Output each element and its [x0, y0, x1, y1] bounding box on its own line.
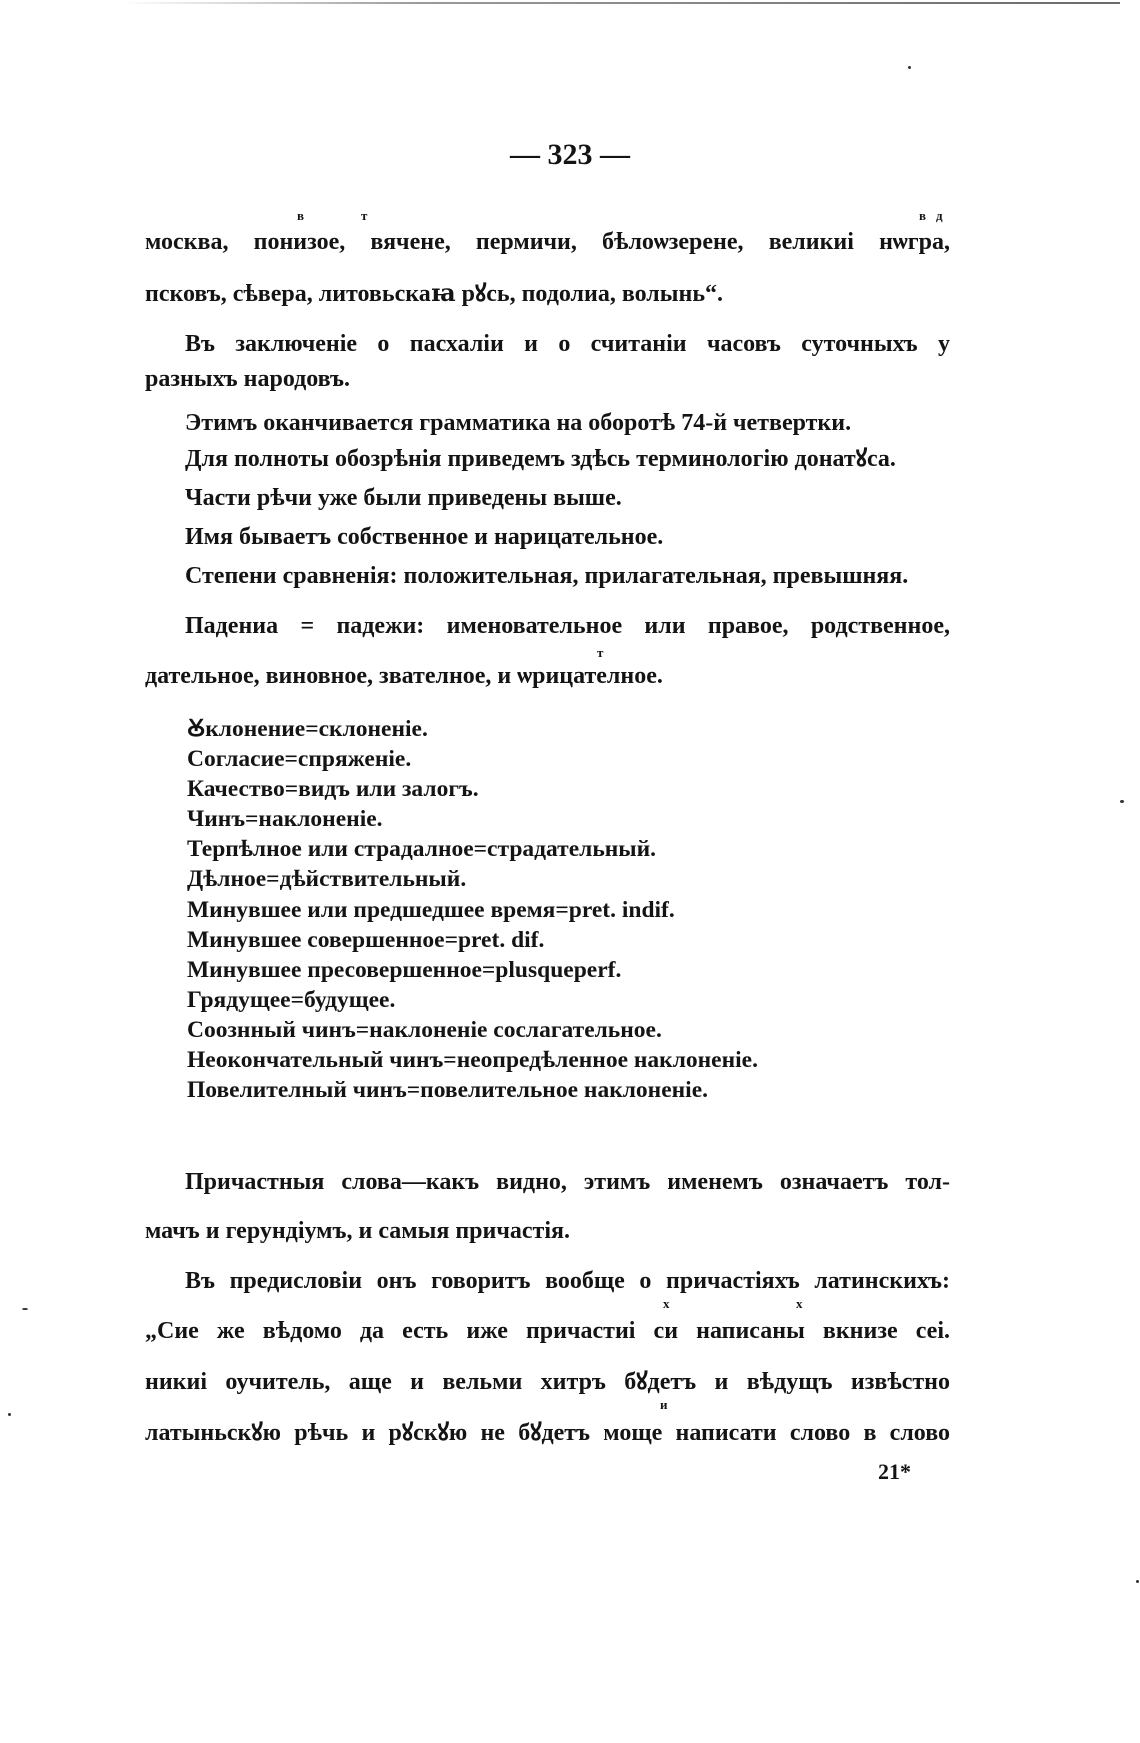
paragraph-line: никиі оучитель, аще и вельми хитръ бꙋдетъ и вѣдущъ извѣстно — [145, 1369, 950, 1395]
superscript-mark: х — [663, 1296, 670, 1311]
list-item: Ꙋклонение=склоненiе. — [187, 716, 428, 742]
list-item: Грядущее=будущее. — [187, 986, 396, 1013]
paragraph-line: Этимъ оканчивается грамматика на оборотѣ 74-й четвертки. — [185, 410, 852, 436]
paragraph-line: дательное, виновное, звателное, и ѡрицателное. — [145, 663, 663, 689]
superscript-mark: т — [597, 645, 604, 660]
paragraph-line: Имя бываетъ собственное и нарицательное. — [185, 524, 664, 550]
list-item: Минувшее пресовершенное=plusqueperf. — [187, 956, 622, 983]
paragraph-line: латыньскꙋю рѣчь и рꙋскꙋю не бꙋдетъ моще написати слово в слово — [145, 1420, 950, 1446]
paragraph-line: „Сие же вѣдомо да есть иже причастиі си написаны вкнизе сеі. — [145, 1318, 950, 1344]
list-item: Согласие=спряженiе. — [187, 746, 412, 773]
paragraph-line: Части рѣчи уже были приведены выше. — [185, 485, 622, 511]
paragraph-line: Для полноты обозрѣнiя приведемъ здѣсь терминологiю донатꙋса. — [185, 446, 896, 472]
paragraph-line: мачъ и герундiумъ, и самыя причастiя. — [145, 1218, 570, 1244]
list-item: Минувшее или предшедшее время=pret. indif. — [187, 896, 675, 923]
scan-speck — [1120, 800, 1124, 803]
list-item: Качество=видъ или залогъ. — [187, 776, 479, 803]
scan-speck — [1136, 1580, 1139, 1583]
list-item: Дѣлное=дѣйствительный. — [187, 866, 467, 893]
scan-speck — [908, 66, 911, 69]
superscript-mark: д — [936, 208, 943, 223]
superscript-mark: и — [660, 1397, 668, 1412]
signature-mark: 21* — [878, 1459, 911, 1484]
terminology-list — [187, 714, 758, 1105]
text-line: псковъ, сѣвера, литовьскаꙗ рꙋсь, подолиа, волынь“. — [145, 281, 724, 307]
text-line: москва, понизое, вячене, пермичи, бѣлоѡзерене, великиі нѡгра, — [145, 229, 950, 255]
paragraph-line: разныхъ народовъ. — [145, 366, 351, 392]
paragraph-line: Степени сравненiя: положительная, прилагательная, превышняя. — [185, 563, 909, 589]
superscript-mark: в — [297, 208, 305, 223]
top-rule — [120, 2, 1120, 4]
page-number: — 323 — — [510, 138, 630, 171]
list-item: Терпѣлное или страдалное=страдательный. — [187, 836, 657, 863]
scan-speck — [22, 1308, 28, 1310]
paragraph-line: Въ предисловiи онъ говоритъ вообще о причастiяхъ латинскихъ: — [185, 1268, 950, 1294]
superscript-mark: в — [919, 208, 927, 223]
paragraph-line: Падениа = падежи: именовательное или правое, родственное, — [185, 613, 950, 639]
list-item: Соознный чинъ=наклоненiе сослагательное. — [187, 1016, 662, 1043]
paragraph-line: Въ заключенiе о пасхалiи и о считанiи часовъ суточныхъ у — [185, 331, 950, 357]
list-item: Минувшее совершенное=pret. dif. — [187, 926, 545, 953]
scan-speck — [8, 1413, 11, 1416]
superscript-mark: т — [361, 208, 368, 223]
list-item: Повелителный чинъ=повелительное наклоненiе. — [187, 1077, 709, 1104]
list-item: Чинъ=наклоненiе. — [187, 806, 383, 833]
superscript-mark: х — [796, 1296, 803, 1311]
paragraph-line: Причастныя слова—какъ видно, этимъ именемъ означаетъ тол- — [185, 1169, 950, 1195]
list-item: Неокончательный чинъ=неопредѣленное наклоненiе. — [187, 1047, 758, 1074]
